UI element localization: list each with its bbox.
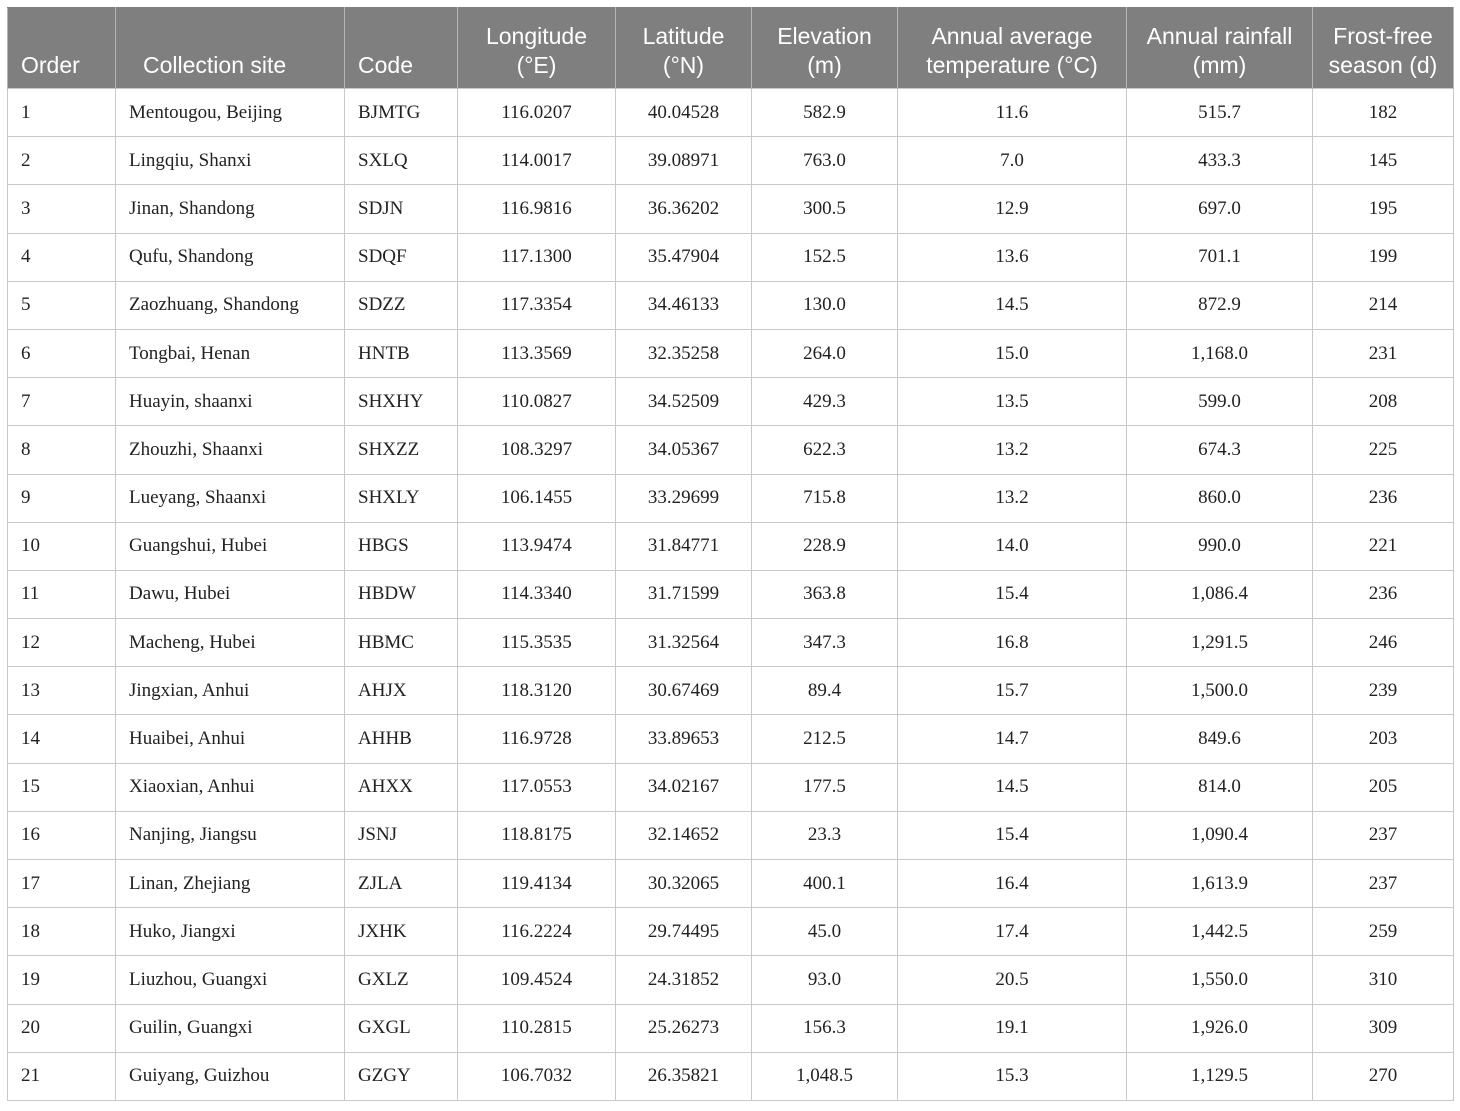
table-row (8, 426, 1454, 474)
cell-frost-free-season: 236 (1313, 474, 1454, 522)
cell-order: 4 (8, 233, 116, 281)
cell-code: HBGS (345, 522, 458, 570)
cell-code: GXGL (345, 1004, 458, 1052)
cell-annual-average-temperature: 14.0 (898, 522, 1127, 570)
cell-collection-site: Huayin, shaanxi (116, 378, 345, 426)
table-body (8, 89, 1454, 1101)
cell-code: SXLQ (345, 137, 458, 185)
table-row (8, 570, 1454, 618)
table-row (8, 1004, 1454, 1052)
cell-code: JSNJ (345, 811, 458, 859)
cell-latitude: 39.08971 (616, 137, 752, 185)
cell-annual-average-temperature: 15.3 (898, 1052, 1127, 1100)
table-row (8, 811, 1454, 859)
cell-longitude: 110.0827 (458, 378, 616, 426)
cell-annual-average-temperature: 12.9 (898, 185, 1127, 233)
cell-elevation: 347.3 (752, 619, 898, 667)
cell-collection-site: Xiaoxian, Anhui (116, 763, 345, 811)
table-row (8, 908, 1454, 956)
cell-elevation: 300.5 (752, 185, 898, 233)
cell-frost-free-season: 237 (1313, 860, 1454, 908)
cell-longitude: 114.3340 (458, 570, 616, 618)
cell-latitude: 31.84771 (616, 522, 752, 570)
cell-code: SHXHY (345, 378, 458, 426)
table-row (8, 667, 1454, 715)
cell-latitude: 34.02167 (616, 763, 752, 811)
cell-collection-site: Guangshui, Hubei (116, 522, 345, 570)
cell-order: 19 (8, 956, 116, 1004)
cell-order: 12 (8, 619, 116, 667)
cell-elevation: 264.0 (752, 329, 898, 377)
cell-code: HBMC (345, 619, 458, 667)
cell-order: 1 (8, 89, 116, 137)
cell-annual-rainfall: 599.0 (1127, 378, 1313, 426)
cell-code: AHJX (345, 667, 458, 715)
cell-annual-average-temperature: 14.7 (898, 715, 1127, 763)
cell-longitude: 106.1455 (458, 474, 616, 522)
cell-order: 21 (8, 1052, 116, 1100)
cell-collection-site: Dawu, Hubei (116, 570, 345, 618)
cell-annual-rainfall: 1,442.5 (1127, 908, 1313, 956)
cell-longitude: 116.9728 (458, 715, 616, 763)
cell-latitude: 33.29699 (616, 474, 752, 522)
cell-latitude: 35.47904 (616, 233, 752, 281)
cell-longitude: 116.2224 (458, 908, 616, 956)
cell-code: AHXX (345, 763, 458, 811)
cell-collection-site: Liuzhou, Guangxi (116, 956, 345, 1004)
cell-code: SDZZ (345, 281, 458, 329)
cell-elevation: 622.3 (752, 426, 898, 474)
cell-frost-free-season: 199 (1313, 233, 1454, 281)
cell-longitude: 116.9816 (458, 185, 616, 233)
cell-latitude: 32.35258 (616, 329, 752, 377)
cell-code: GXLZ (345, 956, 458, 1004)
cell-order: 2 (8, 137, 116, 185)
cell-longitude: 117.1300 (458, 233, 616, 281)
cell-frost-free-season: 270 (1313, 1052, 1454, 1100)
cell-elevation: 152.5 (752, 233, 898, 281)
table-row (8, 329, 1454, 377)
cell-elevation: 763.0 (752, 137, 898, 185)
cell-longitude: 118.8175 (458, 811, 616, 859)
cell-elevation: 156.3 (752, 1004, 898, 1052)
col-header-latitude: Latitude (°N) (616, 8, 752, 89)
cell-collection-site: Huko, Jiangxi (116, 908, 345, 956)
cell-code: HNTB (345, 329, 458, 377)
col-header-annual-average-temperature: Annual average temperature (°C) (898, 8, 1127, 89)
cell-order: 14 (8, 715, 116, 763)
cell-code: AHHB (345, 715, 458, 763)
cell-frost-free-season: 203 (1313, 715, 1454, 763)
table-row (8, 474, 1454, 522)
cell-latitude: 31.32564 (616, 619, 752, 667)
cell-collection-site: Jinan, Shandong (116, 185, 345, 233)
cell-longitude: 117.3354 (458, 281, 616, 329)
table-row (8, 89, 1454, 137)
col-header-elevation: Elevation (m) (752, 8, 898, 89)
cell-order: 3 (8, 185, 116, 233)
cell-longitude: 114.0017 (458, 137, 616, 185)
cell-annual-rainfall: 701.1 (1127, 233, 1313, 281)
cell-frost-free-season: 236 (1313, 570, 1454, 618)
cell-longitude: 118.3120 (458, 667, 616, 715)
cell-latitude: 30.32065 (616, 860, 752, 908)
cell-code: ZJLA (345, 860, 458, 908)
col-header-longitude: Longitude (°E) (458, 8, 616, 89)
cell-longitude: 108.3297 (458, 426, 616, 474)
cell-annual-rainfall: 1,168.0 (1127, 329, 1313, 377)
collection-sites-table (7, 7, 1454, 1101)
cell-annual-average-temperature: 7.0 (898, 137, 1127, 185)
cell-annual-rainfall: 1,500.0 (1127, 667, 1313, 715)
cell-elevation: 715.8 (752, 474, 898, 522)
cell-longitude: 106.7032 (458, 1052, 616, 1100)
table-row (8, 956, 1454, 1004)
cell-frost-free-season: 205 (1313, 763, 1454, 811)
cell-latitude: 33.89653 (616, 715, 752, 763)
table-row (8, 619, 1454, 667)
cell-collection-site: Linan, Zhejiang (116, 860, 345, 908)
cell-annual-average-temperature: 11.6 (898, 89, 1127, 137)
cell-frost-free-season: 225 (1313, 426, 1454, 474)
cell-collection-site: Lueyang, Shaanxi (116, 474, 345, 522)
col-header-order: Order (8, 8, 116, 89)
cell-latitude: 34.52509 (616, 378, 752, 426)
cell-order: 6 (8, 329, 116, 377)
cell-annual-rainfall: 990.0 (1127, 522, 1313, 570)
cell-frost-free-season: 246 (1313, 619, 1454, 667)
cell-annual-average-temperature: 15.0 (898, 329, 1127, 377)
cell-elevation: 212.5 (752, 715, 898, 763)
cell-annual-rainfall: 1,090.4 (1127, 811, 1313, 859)
cell-frost-free-season: 145 (1313, 137, 1454, 185)
cell-annual-average-temperature: 13.2 (898, 474, 1127, 522)
cell-elevation: 45.0 (752, 908, 898, 956)
cell-collection-site: Mentougou, Beijing (116, 89, 345, 137)
cell-code: SHXZZ (345, 426, 458, 474)
cell-annual-average-temperature: 14.5 (898, 763, 1127, 811)
cell-collection-site: Huaibei, Anhui (116, 715, 345, 763)
cell-order: 20 (8, 1004, 116, 1052)
cell-order: 11 (8, 570, 116, 618)
cell-elevation: 130.0 (752, 281, 898, 329)
cell-frost-free-season: 221 (1313, 522, 1454, 570)
cell-annual-rainfall: 1,086.4 (1127, 570, 1313, 618)
cell-collection-site: Tongbai, Henan (116, 329, 345, 377)
cell-annual-average-temperature: 16.8 (898, 619, 1127, 667)
table-row (8, 860, 1454, 908)
cell-order: 16 (8, 811, 116, 859)
cell-annual-average-temperature: 20.5 (898, 956, 1127, 1004)
cell-latitude: 26.35821 (616, 1052, 752, 1100)
cell-collection-site: Jingxian, Anhui (116, 667, 345, 715)
cell-longitude: 119.4134 (458, 860, 616, 908)
cell-latitude: 40.04528 (616, 89, 752, 137)
cell-annual-average-temperature: 13.2 (898, 426, 1127, 474)
cell-frost-free-season: 310 (1313, 956, 1454, 1004)
cell-order: 15 (8, 763, 116, 811)
col-header-collection-site: Collection site (116, 8, 345, 89)
cell-elevation: 400.1 (752, 860, 898, 908)
cell-annual-rainfall: 849.6 (1127, 715, 1313, 763)
cell-latitude: 24.31852 (616, 956, 752, 1004)
cell-frost-free-season: 231 (1313, 329, 1454, 377)
cell-elevation: 582.9 (752, 89, 898, 137)
cell-longitude: 115.3535 (458, 619, 616, 667)
cell-latitude: 34.05367 (616, 426, 752, 474)
cell-annual-rainfall: 1,291.5 (1127, 619, 1313, 667)
cell-code: SHXLY (345, 474, 458, 522)
cell-latitude: 31.71599 (616, 570, 752, 618)
cell-latitude: 34.46133 (616, 281, 752, 329)
cell-frost-free-season: 208 (1313, 378, 1454, 426)
cell-collection-site: Zaozhuang, Shandong (116, 281, 345, 329)
cell-frost-free-season: 259 (1313, 908, 1454, 956)
cell-longitude: 116.0207 (458, 89, 616, 137)
cell-latitude: 30.67469 (616, 667, 752, 715)
cell-annual-rainfall: 1,613.9 (1127, 860, 1313, 908)
cell-code: HBDW (345, 570, 458, 618)
cell-annual-rainfall: 674.3 (1127, 426, 1313, 474)
cell-elevation: 363.8 (752, 570, 898, 618)
cell-longitude: 110.2815 (458, 1004, 616, 1052)
cell-annual-average-temperature: 15.7 (898, 667, 1127, 715)
table-header (8, 8, 1454, 89)
cell-order: 10 (8, 522, 116, 570)
cell-elevation: 177.5 (752, 763, 898, 811)
cell-collection-site: Macheng, Hubei (116, 619, 345, 667)
cell-collection-site: Lingqiu, Shanxi (116, 137, 345, 185)
cell-code: GZGY (345, 1052, 458, 1100)
cell-annual-average-temperature: 14.5 (898, 281, 1127, 329)
cell-annual-average-temperature: 13.6 (898, 233, 1127, 281)
cell-elevation: 228.9 (752, 522, 898, 570)
cell-order: 7 (8, 378, 116, 426)
header-row (8, 8, 1454, 89)
cell-order: 9 (8, 474, 116, 522)
cell-annual-rainfall: 1,129.5 (1127, 1052, 1313, 1100)
cell-latitude: 29.74495 (616, 908, 752, 956)
cell-elevation: 93.0 (752, 956, 898, 1004)
cell-latitude: 25.26273 (616, 1004, 752, 1052)
cell-collection-site: Qufu, Shandong (116, 233, 345, 281)
cell-latitude: 36.36202 (616, 185, 752, 233)
cell-annual-rainfall: 1,926.0 (1127, 1004, 1313, 1052)
table-row (8, 137, 1454, 185)
cell-code: SDQF (345, 233, 458, 281)
cell-annual-rainfall: 1,550.0 (1127, 956, 1313, 1004)
cell-longitude: 113.9474 (458, 522, 616, 570)
cell-latitude: 32.14652 (616, 811, 752, 859)
cell-collection-site: Guilin, Guangxi (116, 1004, 345, 1052)
cell-annual-average-temperature: 15.4 (898, 570, 1127, 618)
table-row (8, 281, 1454, 329)
cell-annual-average-temperature: 17.4 (898, 908, 1127, 956)
table-row (8, 763, 1454, 811)
cell-order: 18 (8, 908, 116, 956)
cell-frost-free-season: 214 (1313, 281, 1454, 329)
cell-code: SDJN (345, 185, 458, 233)
table-row (8, 1052, 1454, 1100)
cell-collection-site: Guiyang, Guizhou (116, 1052, 345, 1100)
cell-annual-average-temperature: 15.4 (898, 811, 1127, 859)
cell-frost-free-season: 309 (1313, 1004, 1454, 1052)
cell-order: 17 (8, 860, 116, 908)
cell-frost-free-season: 195 (1313, 185, 1454, 233)
cell-annual-rainfall: 697.0 (1127, 185, 1313, 233)
table-row (8, 522, 1454, 570)
cell-annual-average-temperature: 19.1 (898, 1004, 1127, 1052)
cell-collection-site: Nanjing, Jiangsu (116, 811, 345, 859)
cell-elevation: 23.3 (752, 811, 898, 859)
cell-code: JXHK (345, 908, 458, 956)
cell-annual-rainfall: 515.7 (1127, 89, 1313, 137)
cell-elevation: 89.4 (752, 667, 898, 715)
cell-annual-rainfall: 433.3 (1127, 137, 1313, 185)
table-row (8, 715, 1454, 763)
cell-code: BJMTG (345, 89, 458, 137)
cell-order: 5 (8, 281, 116, 329)
cell-order: 8 (8, 426, 116, 474)
table-row (8, 233, 1454, 281)
cell-longitude: 109.4524 (458, 956, 616, 1004)
cell-annual-rainfall: 814.0 (1127, 763, 1313, 811)
cell-annual-rainfall: 872.9 (1127, 281, 1313, 329)
cell-frost-free-season: 182 (1313, 89, 1454, 137)
cell-elevation: 1,048.5 (752, 1052, 898, 1100)
table-row (8, 378, 1454, 426)
cell-longitude: 113.3569 (458, 329, 616, 377)
col-header-code: Code (345, 8, 458, 89)
table-container (7, 7, 1454, 1101)
cell-annual-average-temperature: 16.4 (898, 860, 1127, 908)
table-row (8, 185, 1454, 233)
cell-longitude: 117.0553 (458, 763, 616, 811)
cell-annual-rainfall: 860.0 (1127, 474, 1313, 522)
cell-collection-site: Zhouzhi, Shaanxi (116, 426, 345, 474)
cell-annual-average-temperature: 13.5 (898, 378, 1127, 426)
cell-order: 13 (8, 667, 116, 715)
cell-elevation: 429.3 (752, 378, 898, 426)
col-header-frost-free-season: Frost-free season (d) (1313, 8, 1454, 89)
cell-frost-free-season: 239 (1313, 667, 1454, 715)
col-header-annual-rainfall: Annual rainfall (mm) (1127, 8, 1313, 89)
cell-frost-free-season: 237 (1313, 811, 1454, 859)
